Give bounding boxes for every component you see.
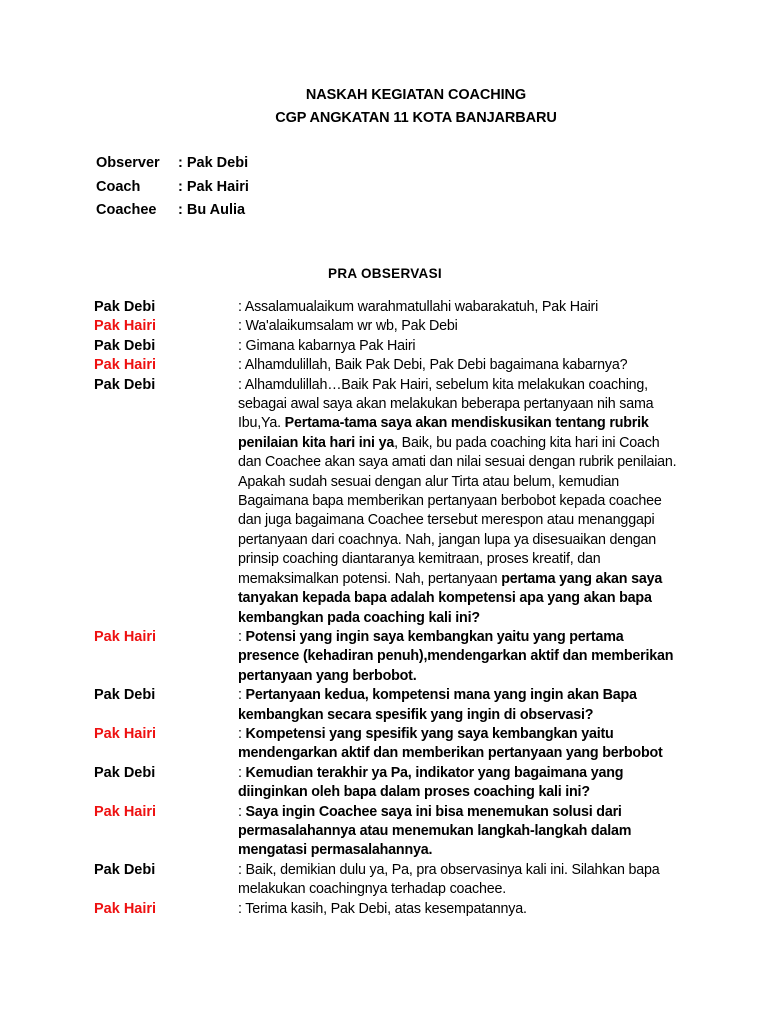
meta-value: : Pak Hairi: [178, 179, 249, 195]
speech-text: [238, 628, 678, 686]
meta-key: Coach: [96, 179, 141, 195]
meta-coachee: [96, 202, 245, 218]
dialog-line: [0, 356, 768, 375]
speech-text: [238, 764, 678, 803]
speech-part: : Alhamdulillah, Baik Pak Debi, Pak Debi bagaimana kabarnya?: [238, 357, 628, 374]
dialog-line: [0, 764, 768, 803]
speech-part: : Assalamualaikum warahmatullahi wabarakatuh, Pak Hairi: [238, 299, 599, 315]
speaker-name: Pak Debi: [94, 337, 156, 354]
speech-text: [238, 337, 678, 356]
speech-part-bold: Kompetensi yang spesifik yang saya kembangkan yaitu mendengarkan aktif dan memberikan pertanyaan yang berbobot: [238, 725, 663, 762]
speech-part-bold: Saya ingin Coachee saya ini bisa menemukan solusi dari permasalahannya atau menemukan langkah-langkah dalam mengatasi permasalahannya.: [238, 803, 632, 859]
speech-text: [238, 803, 678, 861]
dialog-line: [0, 376, 768, 628]
dialog-line: [0, 900, 768, 919]
speech-part: : Baik, demikian dulu ya, Pa, pra observasinya kali ini. Silahkan bapa melakukan coachingnya terhadap coachee.: [238, 861, 660, 898]
speech-part: :: [238, 725, 246, 742]
meta-value: : Pak Debi: [178, 155, 249, 171]
dialog-line: [0, 686, 768, 725]
meta-key: Observer: [96, 155, 160, 171]
dialog-line: [0, 861, 768, 900]
speech-part: :: [238, 687, 246, 704]
speech-part: :: [238, 628, 246, 645]
speaker-name: Pak Debi: [94, 764, 156, 781]
speech-text: [238, 900, 678, 919]
speech-part-bold: Potensi yang ingin saya kembangkan yaitu yang pertama presence (kehadiran penuh),mendengarkan aktif dan memberikan pertanyaan yang berbobot.: [238, 628, 674, 684]
speech-text: [238, 317, 678, 336]
speech-part: : Terima kasih, Pak Debi, atas kesempatannya.: [238, 900, 527, 917]
section-title: PRA OBSERVASI: [328, 266, 442, 281]
document-title-line-2: CGP ANGKATAN 11 KOTA BANJARBARU: [275, 110, 557, 126]
dialog-line: [0, 628, 768, 686]
speech-part: :: [238, 764, 246, 781]
speech-text: [238, 725, 678, 764]
dialog-line: [0, 337, 768, 356]
speech-part: : Alhamdulillah…Baik Pak Hairi, sebelum kita melakukan coaching, sebagai awal saya akan melakukan beberapa pertanyaan nih sama Ibu,Ya.: [238, 376, 654, 432]
meta-observer: [96, 155, 248, 171]
speech-part-bold: Pertama-tama saya akan mendiskusikan tentang rubrik penilaian kita hari ini ya: [238, 415, 649, 451]
speaker-name: Pak Hairi: [94, 357, 157, 374]
speaker-name: Pak Hairi: [94, 900, 157, 917]
meta-coach: [96, 179, 249, 195]
speech-text: [238, 298, 678, 317]
speech-part-bold: Pertanyaan kedua, kompetensi mana yang ingin akan Bapa kembangkan secara spesifik yang ingin di observasi?: [238, 687, 637, 723]
speaker-name: Pak Debi: [94, 376, 156, 393]
dialog: [0, 298, 768, 919]
speaker-name: Pak Debi: [94, 861, 156, 878]
speech-text: [238, 861, 678, 900]
speech-text: [238, 356, 678, 375]
speaker-name: Pak Hairi: [94, 318, 157, 335]
speaker-name: Pak Debi: [94, 299, 156, 315]
speech-text: [238, 686, 678, 725]
speech-part: : Wa'alaikumsalam wr wb, Pak Debi: [238, 318, 458, 335]
meta-value: : Bu Aulia: [178, 202, 246, 218]
speaker-name: Pak Hairi: [94, 803, 157, 820]
speech-part-bold: Kemudian terakhir ya Pa, indikator yang bagaimana yang diinginkan oleh bapa dalam proses coaching kali ini?: [238, 764, 624, 801]
speaker-name: Pak Hairi: [94, 628, 157, 645]
speech-text: [238, 376, 678, 628]
speech-part: :: [238, 803, 246, 820]
speaker-name: Pak Debi: [94, 687, 156, 704]
speech-part: : Gimana kabarnya Pak Hairi: [238, 337, 416, 354]
document-title-line-1: NASKAH KEGIATAN COACHING: [305, 87, 527, 103]
speaker-name: Pak Hairi: [94, 725, 157, 742]
dialog-line: [0, 725, 768, 764]
speech-part-bold: pertama yang akan saya tanyakan kepada bapa adalah kompetensi apa yang akan bapa kembangkan pada coaching kali ini?: [238, 570, 663, 626]
dialog-line: [0, 298, 768, 317]
dialog-line: [0, 803, 768, 861]
speech-part: , Baik, bu pada coaching kita hari ini Coach dan Coachee akan saya amati dan nilai sesuai dengan rubrik penilaian. Apakah sudah sesuai dengan alur Tirta atau belum, kemudian Bagaimana bapa memberikan pertanyaan berbobot kepada coachee dan juga bagaimana Coachee tersebut merespon atau menanggapi pertanyaan dari coachnya. Nah, jangan lupa ya disesuaikan dengan prinsip coaching diantaranya kemitraan, proses kreatif, dan memaksimalkan potensi. Nah, pertanyaan: [238, 434, 677, 587]
dialog-line: [0, 317, 768, 336]
meta-key: Coachee: [96, 202, 157, 218]
